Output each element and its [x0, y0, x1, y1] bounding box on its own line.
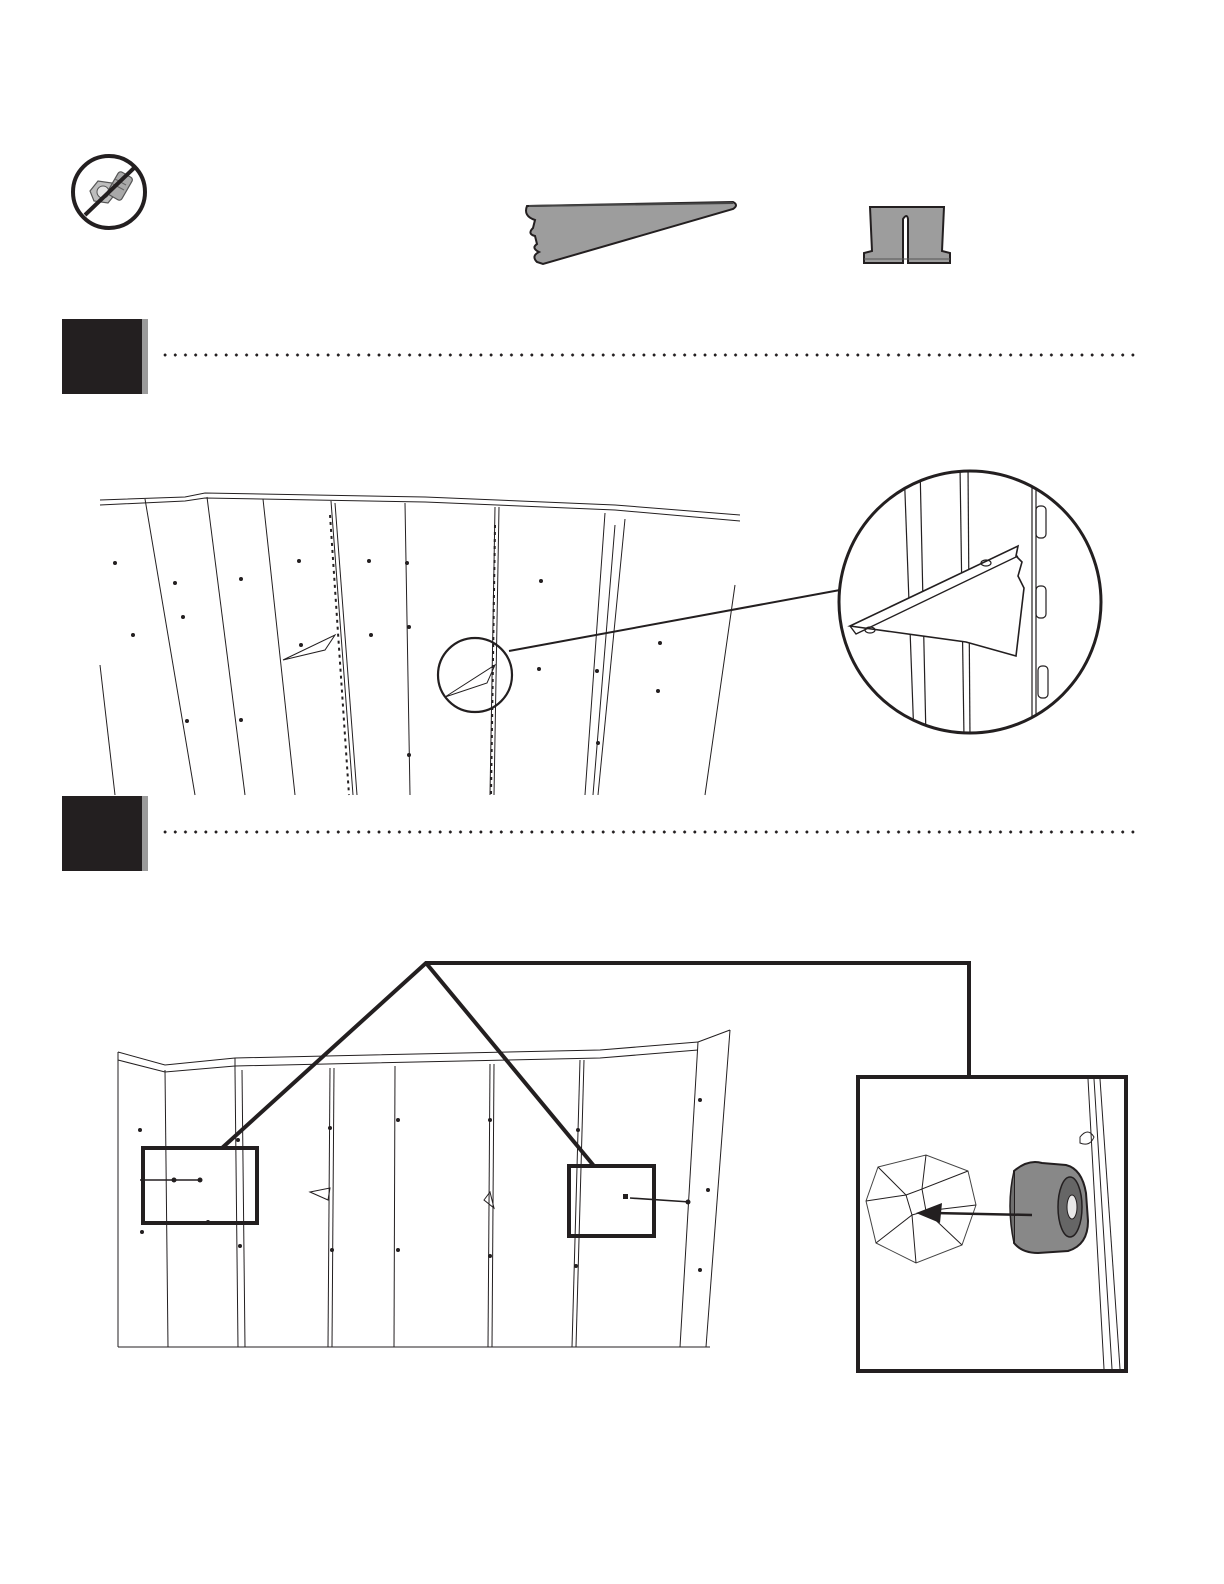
- no-tools-icon: [68, 153, 150, 233]
- bracket-cap-icon: [862, 203, 952, 268]
- bracket-installation-figure: [95, 485, 755, 800]
- shelf-bracket-icon: [515, 196, 745, 266]
- cap-detail-callout: [856, 1075, 1128, 1375]
- step-divider: [160, 353, 1135, 357]
- step-divider: [160, 830, 1135, 834]
- bracket-detail-callout: [836, 466, 1104, 738]
- step-number-block: [62, 319, 142, 394]
- step-number-block: [62, 796, 142, 871]
- cap-installation-figure: [110, 960, 980, 1355]
